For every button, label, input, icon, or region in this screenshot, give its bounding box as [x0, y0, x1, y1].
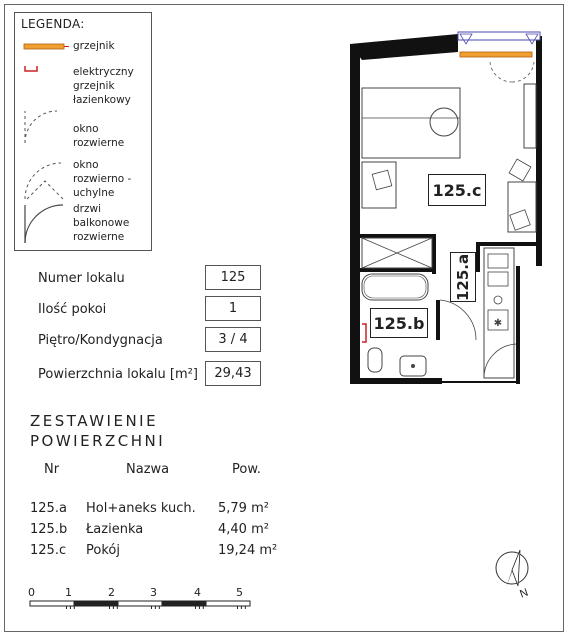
- electric-bathroom-radiator-icon: [23, 65, 43, 73]
- electric-bathroom-radiator: [362, 324, 366, 342]
- summary-header-name: Nazwa: [126, 462, 170, 477]
- compass-icon: [490, 548, 534, 600]
- summary-title-line1: ZESTAWIENIE: [30, 412, 159, 430]
- west-wall: [350, 44, 360, 384]
- floor-plan: [340, 22, 550, 396]
- legend-title: LEGENDA:: [21, 17, 85, 31]
- scale-tick-label: 2: [108, 586, 115, 599]
- bathtub: [362, 274, 428, 300]
- legend-box: [14, 12, 152, 251]
- summary-row-name: Łazienka: [86, 522, 144, 537]
- summary-row-name: Hol+aneks kuch.: [86, 501, 196, 516]
- room-label-125a: 125.a: [450, 252, 476, 302]
- compass: [490, 548, 534, 604]
- summary-row-area: 4,40 m²: [218, 522, 269, 537]
- balcony-window: [458, 32, 540, 40]
- info-label-unit-number: Numer lokalu: [38, 271, 125, 286]
- info-value-floor: 3 / 4: [205, 327, 261, 352]
- scale-tick-label: 4: [194, 586, 201, 599]
- summary-row-nr: 125.c: [30, 543, 67, 558]
- summary-header-area: Pow.: [232, 462, 261, 477]
- balcony-door-icon: [23, 201, 69, 245]
- south-wall: [350, 378, 442, 384]
- scale-bar-graphic: [28, 600, 254, 608]
- tilt-turn-window-icon: [23, 155, 69, 201]
- bed: [362, 88, 460, 158]
- scale-tick-label: 1: [65, 586, 72, 599]
- legend-label-balcony-door: drzwi balkonowe rozwierne: [73, 203, 130, 243]
- info-label-area: Powierzchnia lokalu [m²]: [38, 367, 198, 382]
- summary-title-line2: POWIERZCHNI: [30, 432, 166, 450]
- radiator-icon: [23, 43, 69, 51]
- summary-header-nr: Nr: [44, 462, 60, 477]
- info-value-area: 29,43: [205, 361, 261, 386]
- summary-row-nr: 125.a: [30, 501, 67, 516]
- room-label-125c: 125.c: [428, 174, 486, 206]
- summary-row-name: Pokój: [86, 543, 120, 558]
- legend-label-casement-window: okno rozwierne: [73, 123, 125, 149]
- svg-text:✱: ✱: [493, 318, 503, 329]
- north-wall-left: [350, 34, 458, 60]
- scale-tick-label: 3: [150, 586, 157, 599]
- info-label-floor: Piętro/Kondygnacja: [38, 333, 163, 348]
- legend-label-tilt-turn-window: okno rozwierno - uchylne: [73, 159, 132, 199]
- east-wall-upper: [536, 36, 542, 266]
- legend-label-electric-radiator: elektryczny grzejnik łazienkowy: [73, 66, 134, 106]
- compass-letter: N: [518, 586, 530, 600]
- info-label-rooms: Ilość pokoi: [38, 302, 107, 317]
- room-label-125b: 125.b: [370, 308, 428, 338]
- radiator: [460, 52, 532, 57]
- summary-row-area: 19,24 m²: [218, 543, 278, 558]
- kitchen-column: [484, 248, 514, 378]
- summary-row-area: 5,79 m²: [218, 501, 269, 516]
- info-value-rooms: 1: [205, 296, 261, 321]
- casement-window-icon: [23, 109, 67, 145]
- summary-title: [30, 411, 165, 451]
- summary-row-nr: 125.b: [30, 522, 68, 537]
- legend-label-radiator: grzejnik: [73, 40, 115, 52]
- scale-tick-label: 5: [236, 586, 243, 599]
- scale-tick-label: 0: [28, 586, 35, 599]
- info-value-unit-number: 125: [205, 265, 261, 290]
